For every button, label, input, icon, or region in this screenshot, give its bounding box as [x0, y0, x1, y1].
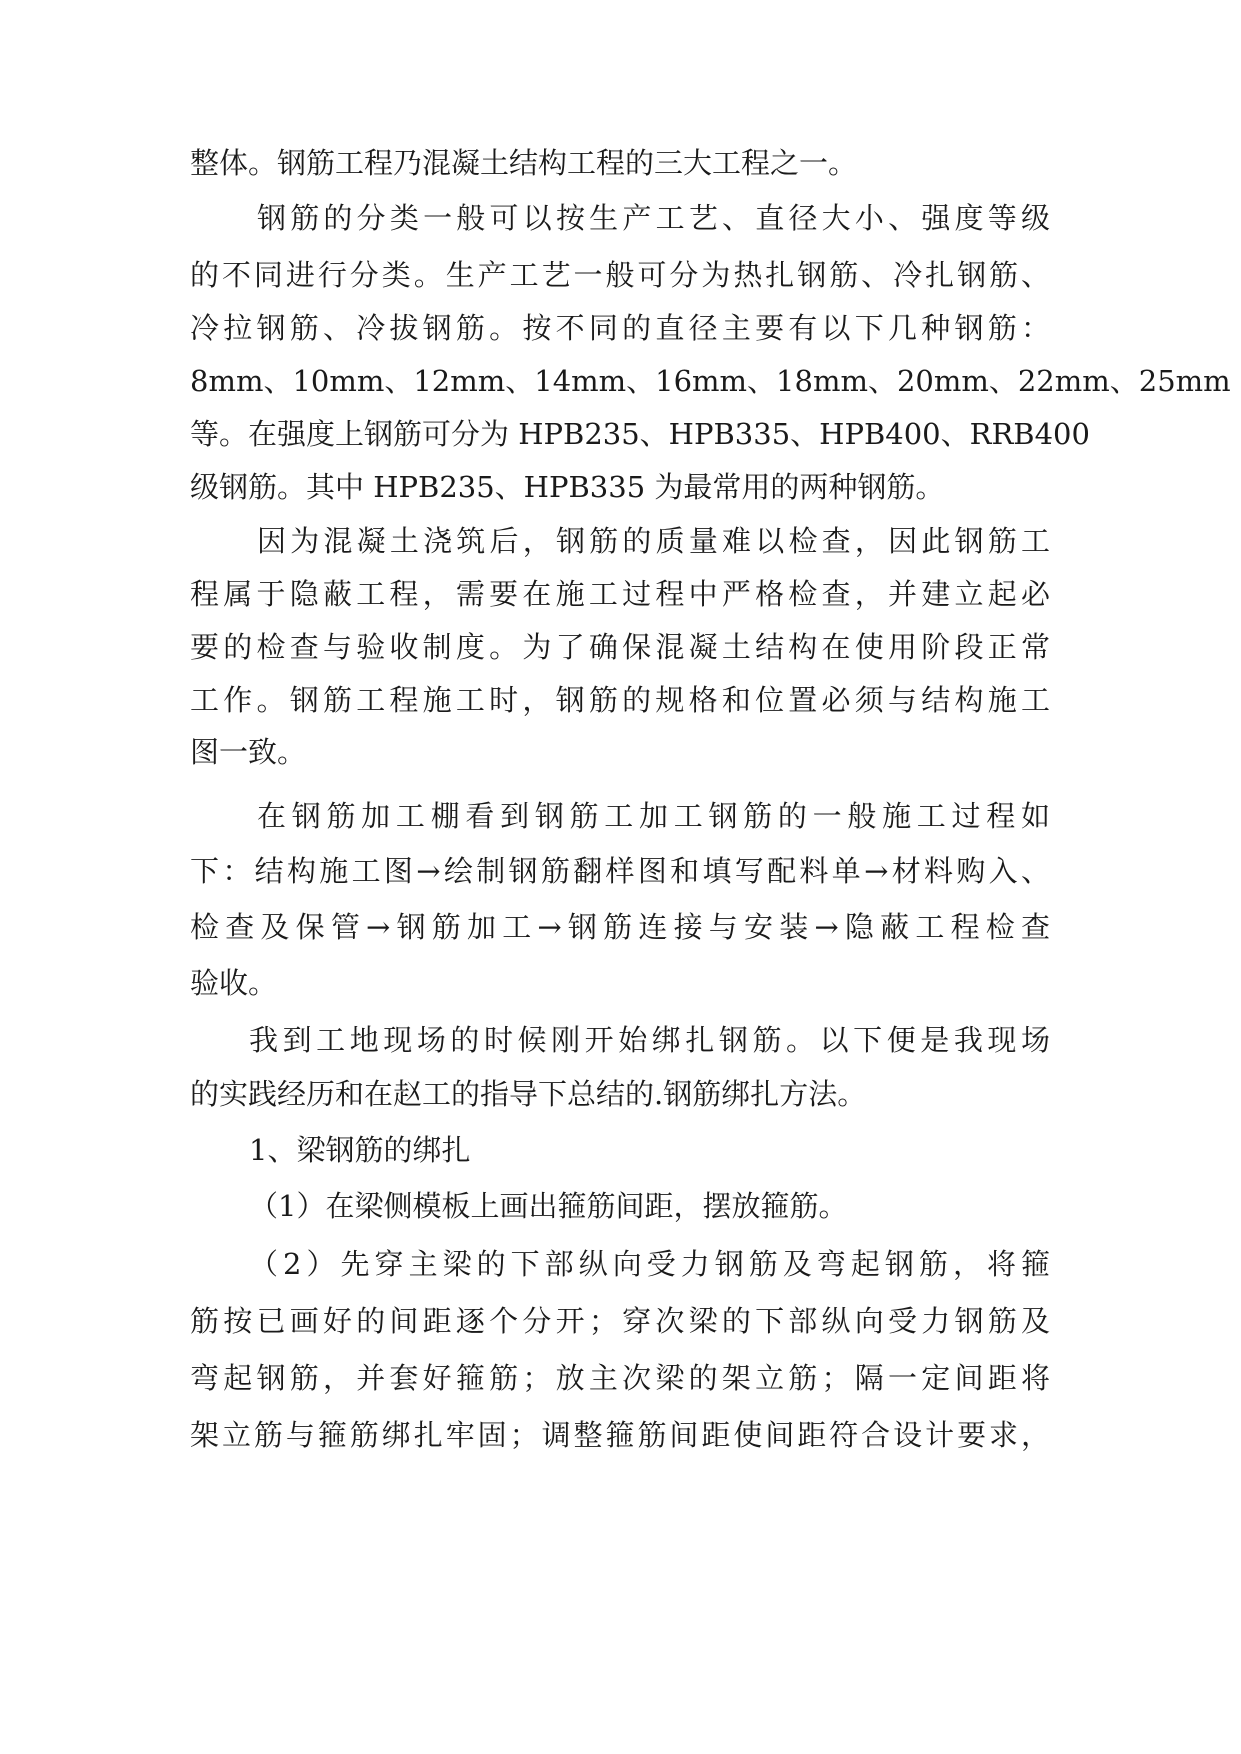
- text-line: 筋按已画好的间距逐个分开；穿次梁的下部纵向受力钢筋及: [190, 1304, 1050, 1338]
- text-line: 等。在强度上钢筋可分为 HPB235、HPB335、HPB400、RRB400: [190, 417, 1090, 451]
- paragraph-start-line: 钢筋的分类一般可以按生产工艺、直径大小、强度等级: [257, 201, 1050, 235]
- section-heading: 1、梁钢筋的绑扎: [249, 1133, 471, 1167]
- paragraph-start-line: 在钢筋加工棚看到钢筋工加工钢筋的一般施工过程如: [257, 799, 1050, 833]
- text-line: 8mm、10mm、12mm、14mm、16mm、18mm、20mm、22mm、25mm: [190, 364, 1231, 398]
- paragraph-start-line: 因为混凝土浇筑后，钢筋的质量难以检查，因此钢筋工: [257, 524, 1050, 558]
- text-line: 要的检查与验收制度。为了确保混凝土结构在使用阶段正常: [190, 630, 1050, 664]
- text-line: 整体。钢筋工程乃混凝土结构工程的三大工程之一。: [190, 146, 858, 180]
- text-line: 程属于隐蔽工程，需要在施工过程中严格检查，并建立起必: [190, 577, 1050, 611]
- text-line: 检查及保管→钢筋加工→钢筋连接与安装→隐蔽工程检查: [190, 910, 1050, 944]
- text-line: 图一致。: [190, 735, 307, 769]
- text-line: 弯起钢筋，并套好箍筋；放主次梁的架立筋；隔一定间距将: [190, 1361, 1050, 1395]
- text-line: 的实践经历和在赵工的指导下总结的.钢筋绑扎方法。: [190, 1077, 867, 1111]
- text-line: 架立筋与箍筋绑扎牢固；调整箍筋间距使间距符合设计要求，: [190, 1418, 1050, 1452]
- text-line: 的不同进行分类。生产工艺一般可分为热扎钢筋、冷扎钢筋、: [190, 258, 1050, 292]
- paragraph-start-line: 我到工地现场的时候刚开始绑扎钢筋。以下便是我现场: [249, 1023, 1050, 1057]
- text-line: 下：结构施工图→绘制钢筋翻样图和填写配料单→材料购入、: [190, 854, 1050, 888]
- text-line: 级钢筋。其中 HPB235、HPB335 为最常用的两种钢筋。: [190, 470, 945, 504]
- list-item: （1）在梁侧模板上画出箍筋间距，摆放箍筋。: [249, 1189, 848, 1223]
- text-line: 验收。: [190, 966, 278, 1000]
- list-item: （2）先穿主梁的下部纵向受力钢筋及弯起钢筋，将箍: [249, 1247, 1050, 1281]
- text-line: 冷拉钢筋、冷拔钢筋。按不同的直径主要有以下几种钢筋：: [190, 311, 1050, 345]
- text-line: 工作。钢筋工程施工时，钢筋的规格和位置必须与结构施工: [190, 683, 1050, 717]
